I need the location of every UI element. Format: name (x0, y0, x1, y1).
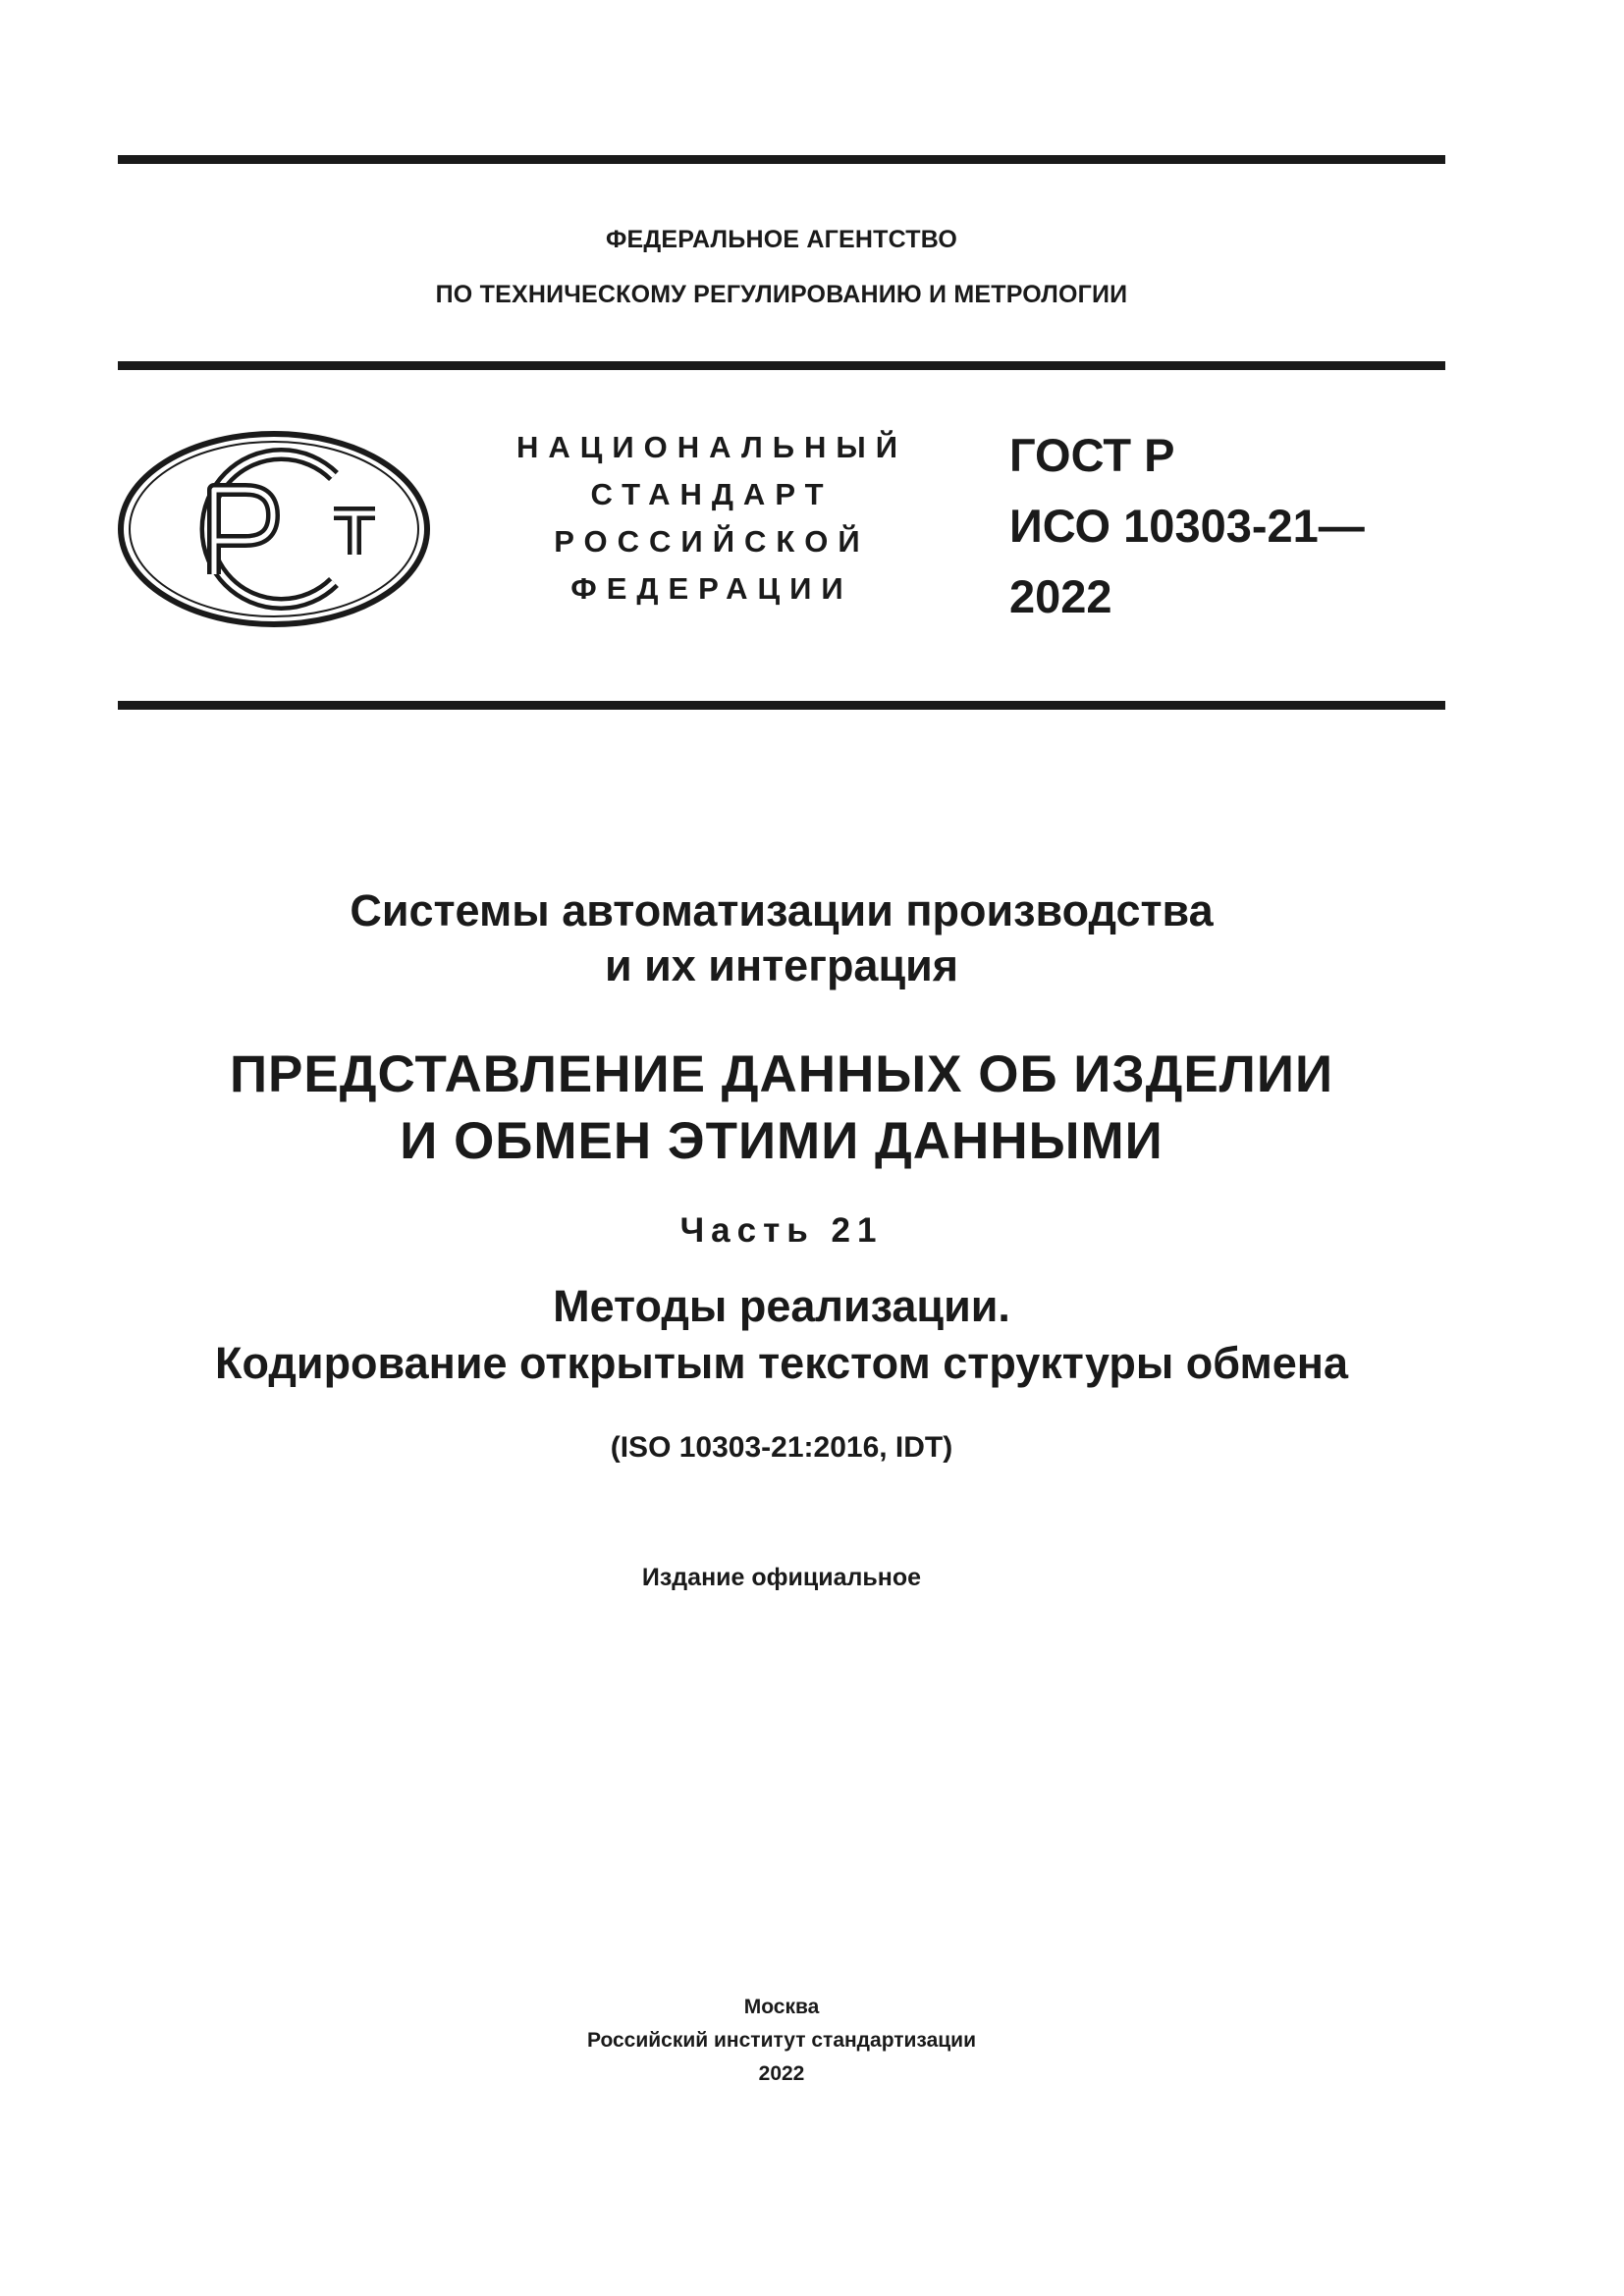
imprint-publisher: Российский институт стандартизации (586, 2029, 977, 2052)
general-title-line-1: Системы автоматизации производства (350, 885, 1214, 935)
part-title (118, 1278, 1445, 1392)
national-standard-label (496, 424, 928, 613)
national-line-2: СТАНДАРТ (590, 477, 834, 511)
designation-line-1: ГОСТ Р (1009, 429, 1175, 481)
standard-designation (1009, 420, 1441, 632)
top-rule (118, 155, 1445, 164)
national-line-1: НАЦИОНАЛЬНЫЙ (515, 430, 908, 464)
main-title-line-2: И ОБМЕН ЭТИМИ ДАННЫМИ (400, 1112, 1164, 1170)
national-line-4: ФЕДЕРАЦИИ (570, 571, 853, 606)
general-title-line-2: и их интеграция (604, 940, 959, 990)
part-title-line-2: Кодирование открытым текстом структуры обмена (214, 1338, 1349, 1388)
rst-logo-icon (116, 429, 432, 630)
designation-line-2: ИСО 10303-21— (1009, 500, 1365, 552)
edition-label: Издание официальное (641, 1564, 922, 1591)
imprint-city: Москва (743, 1996, 820, 2018)
imprint-year: 2022 (758, 2062, 805, 2085)
header-rule (118, 361, 1445, 370)
national-line-3: РОССИЙСКОЙ (554, 524, 870, 559)
agency-line-2: ПО ТЕХНИЧЕСКОМУ РЕГУЛИРОВАНИЮ И МЕТРОЛОГИИ (435, 281, 1128, 308)
iso-reference: (ISO 10303-21:2016, IDT) (610, 1431, 953, 1464)
agency-name (118, 212, 1445, 322)
part-label: Часть 21 (679, 1211, 884, 1250)
designation-line-3: 2022 (1009, 570, 1112, 622)
general-title (118, 883, 1445, 993)
main-title (118, 1041, 1445, 1175)
agency-line-1: ФЕДЕРАЛЬНОЕ АГЕНТСТВО (606, 226, 957, 253)
part-title-line-1: Методы реализации. (553, 1281, 1010, 1331)
imprint (118, 1991, 1445, 2091)
main-title-line-1: ПРЕДСТАВЛЕНИЕ ДАННЫХ ОБ ИЗДЕЛИИ (229, 1045, 1334, 1103)
designation-rule (118, 701, 1445, 710)
